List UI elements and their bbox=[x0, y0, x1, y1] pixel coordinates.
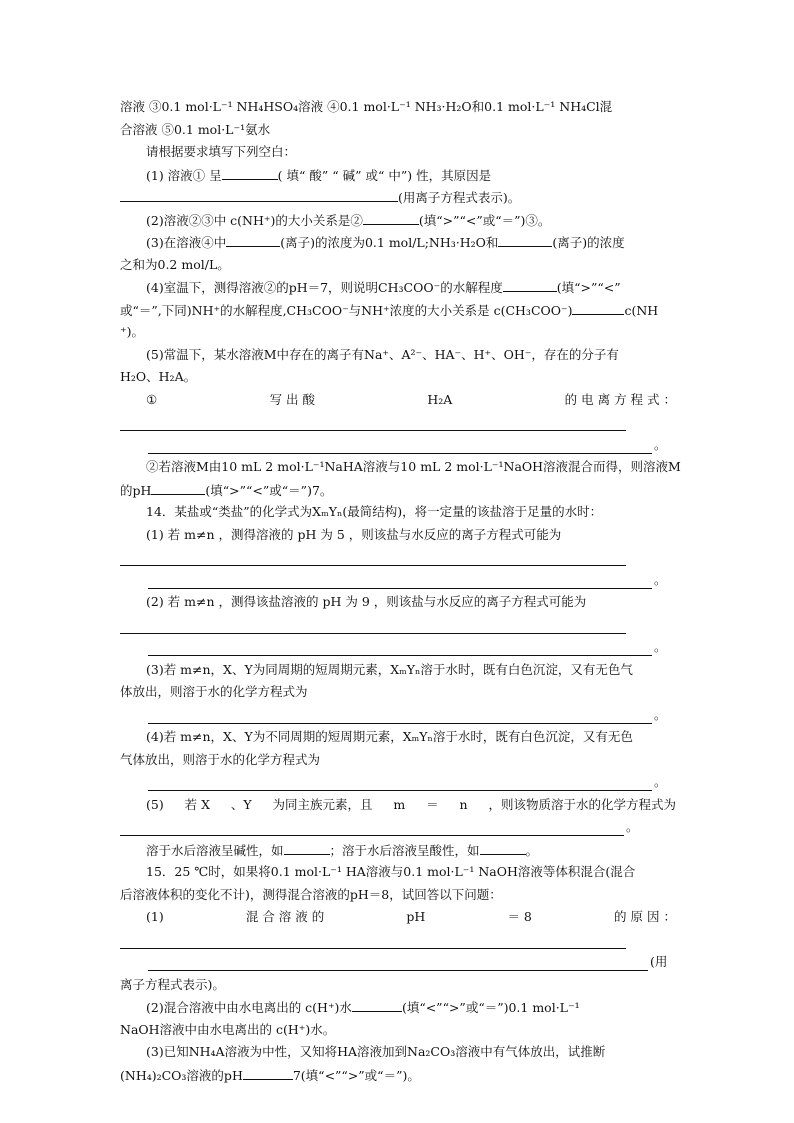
line-text: (离子)的浓度为0.1 mol/L;NH₃·H₂O和 bbox=[280, 235, 499, 250]
text-line bbox=[120, 479, 676, 502]
text-line bbox=[120, 974, 676, 997]
line-end: 。 bbox=[654, 639, 667, 654]
answer-blank[interactable] bbox=[363, 209, 419, 225]
text-line bbox=[120, 96, 676, 119]
line-end: (用 bbox=[650, 954, 668, 969]
line-text: ；溶于水后溶液呈酸性，如 bbox=[329, 842, 480, 858]
line-end: 。 bbox=[654, 436, 667, 452]
line-text: 合溶液 ⑤0.1 mol·L⁻¹氨水 bbox=[120, 121, 271, 137]
line-text: (填“<”“>”或“＝”)0.1 mol·L⁻¹ bbox=[401, 1000, 580, 1015]
answer-line bbox=[120, 771, 676, 794]
spaced-word: H₂A bbox=[427, 391, 453, 407]
answer-rule[interactable] bbox=[148, 434, 652, 454]
spaced-word: ① bbox=[146, 391, 158, 407]
spaced-word: 若 X bbox=[184, 796, 210, 812]
line-text: (2)溶液②③中 c(NH⁺)的大小关系是② bbox=[146, 212, 363, 228]
line-text: (3)若 m≠n，X、Y为同周期的短周期元素，XₘYₙ溶于水时，既有白色沉淀，又有无色气 bbox=[146, 661, 633, 677]
line-text: (1) 溶液① 呈 bbox=[146, 167, 222, 183]
answer-blank[interactable] bbox=[572, 299, 624, 315]
question-14-5-examples bbox=[120, 839, 676, 862]
text-line bbox=[120, 749, 676, 772]
line-text: 气体放出，则溶于水的化学方程式为 bbox=[120, 751, 321, 767]
text-line bbox=[120, 1064, 676, 1087]
line-text: (2)混合溶液中由水电离出的 c(H⁺)水 bbox=[146, 1000, 352, 1015]
question-13-1 bbox=[120, 164, 676, 187]
spaced-word: 写 出 酸 bbox=[269, 391, 316, 407]
answer-line bbox=[120, 614, 676, 637]
line-text: (填“>”“<”或“＝”)7。 bbox=[205, 482, 333, 498]
line-text: 体放出，则溶于水的化学方程式为 bbox=[120, 684, 308, 699]
answer-line bbox=[120, 816, 676, 839]
spaced-word: m bbox=[393, 796, 406, 812]
question-13-5-2 bbox=[120, 456, 681, 479]
text-line bbox=[120, 681, 676, 704]
line-text: (2) 若 m≠n ，测得该盐溶液的 pH 为 9 ，则该盐与水反应的离子方程式可能为 bbox=[146, 594, 587, 609]
line-text: ⁺)。 bbox=[120, 324, 144, 339]
spaced-word: ＝ 8 bbox=[507, 909, 532, 924]
spaced-word: (1) bbox=[146, 909, 164, 924]
line-text: (离子)的浓度 bbox=[552, 235, 625, 250]
question-14-2 bbox=[120, 591, 676, 614]
line-text: (用离子方程式表示)。 bbox=[398, 190, 521, 205]
line-text: (1) 若 m≠n ，测得溶液的 pH 为 5 ，则该盐与水反应的离子方程式可能为 bbox=[146, 526, 562, 542]
line-text: 15．25 ℃时，如果将0.1 mol·L⁻¹ HA溶液与0.1 mol·L⁻¹ NaOH溶液等体积混合(混合 bbox=[146, 864, 636, 879]
answer-line bbox=[120, 546, 676, 569]
line-text: (4)室温下，测得溶液②的pH＝7，则说明CH₃COO⁻的水解程度 bbox=[146, 280, 503, 295]
spaced-word: 混 合 溶 液 的 bbox=[245, 909, 325, 924]
line-end: 。 bbox=[654, 706, 667, 722]
line-text: 后溶液体积的变化不计)，测得混合溶液的pH＝8，试回答以下问题： bbox=[120, 886, 502, 902]
line-text: (3)已知NH₄A溶液为中性，又知将HA溶液加到Na₂CO₃溶液中有气体放出，试推断 bbox=[146, 1044, 606, 1059]
answer-blank[interactable] bbox=[120, 186, 398, 202]
spaced-word: 为同主族元素，且 bbox=[272, 796, 373, 812]
question-15-1 bbox=[120, 906, 676, 929]
answer-line bbox=[120, 186, 676, 209]
answer-line bbox=[120, 704, 676, 727]
answer-line bbox=[120, 411, 676, 434]
text-line bbox=[120, 366, 676, 389]
answer-blank[interactable] bbox=[503, 276, 557, 292]
spaced-word: n bbox=[459, 796, 468, 812]
line-text: NaOH溶液中由水电离出的 c(H⁺)水。 bbox=[120, 1021, 336, 1037]
question-13-4 bbox=[120, 276, 676, 299]
text-line bbox=[120, 299, 676, 322]
spaced-word: (5) bbox=[146, 796, 164, 812]
spaced-word: ＝ bbox=[426, 796, 439, 812]
line-text: (填“>”“<”或“＝”)③。 bbox=[418, 212, 551, 228]
spaced-word: ，则该物质溶于水的化学方程式为 bbox=[488, 796, 676, 812]
line-text: (3)在溶液④中 bbox=[146, 235, 227, 250]
answer-rule[interactable] bbox=[120, 929, 626, 949]
spaced-word: 、Y bbox=[230, 796, 252, 812]
instruction-line bbox=[120, 141, 676, 164]
question-14-5 bbox=[120, 794, 676, 817]
line-end: 。 bbox=[626, 819, 639, 834]
line-text: 或“＝”,下同)NH⁺的水解程度,CH₃COO⁻与NH⁺浓度的大小关系是 c(CH₃COO⁻) bbox=[120, 302, 573, 318]
answer-blank[interactable] bbox=[151, 479, 205, 495]
answer-blank[interactable] bbox=[222, 164, 278, 180]
answer-line bbox=[120, 951, 676, 974]
line-text: 的pH bbox=[120, 482, 152, 498]
answer-blank[interactable] bbox=[243, 1064, 293, 1080]
line-text: 溶液 ③0.1 mol·L⁻¹ NH₄HSO₄溶液 ④0.1 mol·L⁻¹ NH₃·H₂O和0.1 mol·L⁻¹ NH₄Cl混 bbox=[120, 99, 613, 114]
answer-blank[interactable] bbox=[352, 996, 402, 1012]
worksheet-page bbox=[120, 96, 681, 1086]
answer-blank[interactable] bbox=[226, 231, 280, 247]
text-line bbox=[120, 254, 676, 277]
question-14-3 bbox=[120, 659, 676, 682]
text-line bbox=[120, 884, 676, 907]
line-text: (4)若 m≠n，X、Y为不同周期的短周期元素，XₘYₙ溶于水时，既有白色沉淀，又有无色 bbox=[146, 729, 633, 744]
question-14-4 bbox=[120, 726, 676, 749]
answer-line bbox=[120, 434, 676, 457]
line-text: H₂O、H₂A。 bbox=[120, 369, 197, 384]
answer-line bbox=[120, 929, 676, 952]
answer-rule[interactable] bbox=[148, 636, 652, 656]
answer-rule[interactable] bbox=[148, 951, 648, 971]
line-end: 。 bbox=[654, 774, 667, 789]
question-15 bbox=[120, 861, 676, 884]
answer-rule[interactable] bbox=[148, 569, 652, 589]
answer-line bbox=[120, 636, 676, 659]
line-text: 7(填“<”“>”或“＝”)。 bbox=[292, 1067, 420, 1083]
text-line bbox=[120, 1019, 676, 1042]
line-text: 之和为0.2 mol/L。 bbox=[120, 256, 230, 272]
answer-rule[interactable] bbox=[120, 546, 626, 566]
question-15-3 bbox=[120, 1041, 676, 1064]
line-text: 离子方程式表示)。 bbox=[120, 976, 225, 992]
question-14 bbox=[120, 501, 676, 524]
line-text: (5)常温下，某水溶液M中存在的离子有Na⁺、A²⁻、HA⁻、H⁺、OH⁻，存在的分子有 bbox=[146, 346, 619, 362]
answer-rule[interactable] bbox=[148, 704, 652, 724]
line-end: 。 bbox=[654, 571, 667, 587]
answer-blank[interactable] bbox=[480, 839, 526, 855]
answer-line bbox=[120, 569, 676, 592]
answer-rule[interactable] bbox=[120, 614, 626, 634]
line-text: 溶于水后溶液呈碱性，如 bbox=[146, 842, 284, 858]
text-line bbox=[120, 119, 676, 142]
spaced-word: pH bbox=[406, 909, 426, 924]
answer-blank[interactable] bbox=[498, 231, 552, 247]
spaced-word: 的 原 因 ： bbox=[614, 909, 676, 924]
question-13-5 bbox=[120, 344, 676, 367]
spaced-word: 的 电 离 方 程 式 ： bbox=[564, 391, 676, 407]
line-text: 请根据要求填写下列空白： bbox=[146, 144, 297, 159]
line-text: 14．某盐或“类盐”的化学式为XₘYₙ(最简结构)，将一定量的该盐溶于足量的水时： bbox=[146, 504, 603, 519]
question-14-1 bbox=[120, 524, 676, 547]
question-13-3 bbox=[120, 231, 676, 254]
spaced-line bbox=[120, 389, 676, 412]
line-text: 。 bbox=[525, 842, 539, 858]
line-text: ②若溶液M由10 mL 2 mol·L⁻¹NaHA溶液与10 mL 2 mol·L⁻¹NaOH溶液混合而得，则溶液M bbox=[146, 459, 681, 474]
question-13-2 bbox=[120, 209, 676, 232]
answer-rule[interactable] bbox=[148, 771, 652, 791]
line-text: ( 填“ 酸” “ 碱” 或“ 中”) 性，其原因是 bbox=[277, 167, 492, 183]
line-text: (NH₄)₂CO₃溶液的pH bbox=[120, 1067, 243, 1083]
line-text: c(NH bbox=[624, 302, 659, 318]
answer-blank[interactable] bbox=[284, 839, 330, 855]
answer-rule[interactable] bbox=[120, 411, 626, 431]
question-15-2 bbox=[120, 996, 676, 1019]
answer-rule[interactable] bbox=[120, 816, 624, 836]
line-text: (填“>”“<” bbox=[556, 280, 621, 295]
text-line bbox=[120, 321, 676, 344]
